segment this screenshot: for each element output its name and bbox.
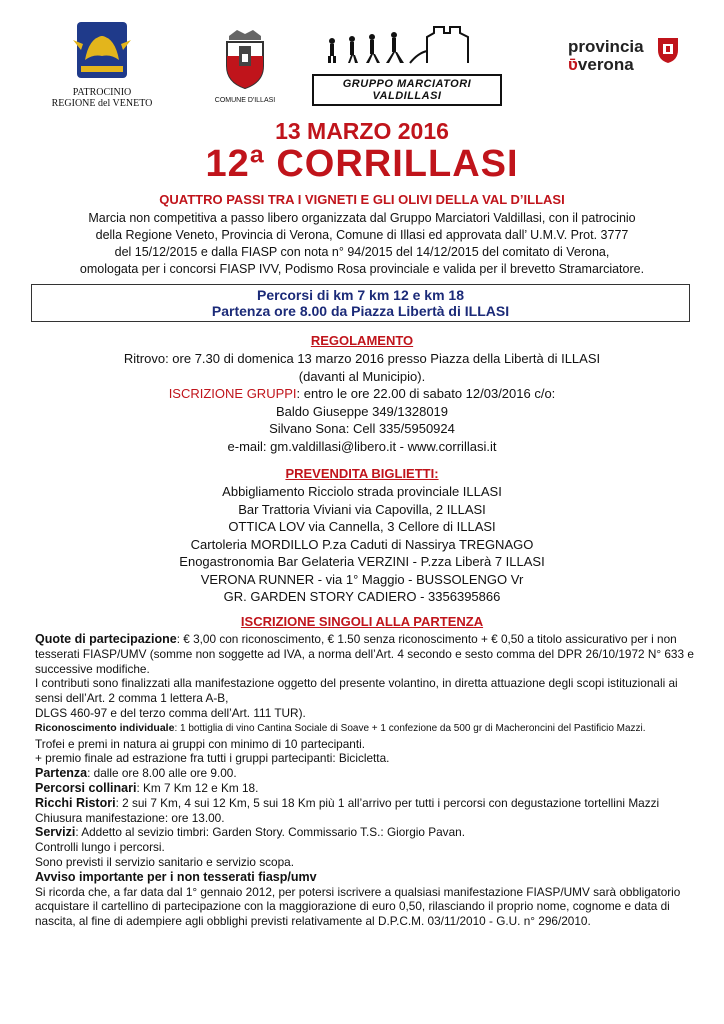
prevendita-item: Abbigliamento Ricciolo strada provinciale ILLASI <box>222 484 502 499</box>
contributi-line: I contributi sono finalizzati alla manifestazione oggetto del presente volantino, in diretta attuazione degli scopi istituzionali ai sensi dell’Art. 2 comma 1 lettera A-B, <box>35 676 678 706</box>
quote-label: Quote di partecipazione <box>35 632 177 646</box>
partenza-line <box>35 766 700 781</box>
prevendita-item: Enogastronomia Bar Gelateria VERZINI - P.zza Liberà 7 ILLASI <box>179 554 545 569</box>
provincia-text: provincia <box>568 37 644 56</box>
avviso-label: Avviso importante per i non tesserati fiasp/umv <box>35 869 317 884</box>
prevendita-heading: PREVENDITA BIGLIETTI: <box>285 466 439 481</box>
prevendita-item: GR. GARDEN STORY CADIERO - 3356395866 <box>223 589 501 604</box>
prevendita-list <box>0 483 724 606</box>
routes-box <box>31 284 690 322</box>
ritrovo-line: Ritrovo: ore 7.30 di domenica 13 marzo 2016 presso Piazza della Libertà di ILLASI <box>123 351 601 366</box>
routes-line: Percorsi di km 7 km 12 e km 18 <box>256 287 464 303</box>
verona-mark-icon: ʋ̄ <box>568 55 578 74</box>
prevendita-item: OTTICA LOV via Cannella, 3 Cellore di ILLASI <box>228 519 496 534</box>
comune-illasi-logo <box>205 26 285 106</box>
intro-line: omologata per i concorsi FIASP IVV, Podismo Rosa provinciale e valida per il brevetto Stramarciatore. <box>79 262 645 276</box>
start-line: Partenza ore 8.00 da Piazza Libertà di ILLASI <box>211 303 510 319</box>
contact-line: Baldo Giuseppe 349/1328019 <box>275 403 449 419</box>
prevendita-item: Bar Trattoria Viviani via Capovilla, 2 ILLASI <box>238 501 486 517</box>
regolamento-heading: REGOLAMENTO <box>310 333 414 348</box>
ristori-text: : 2 sui 7 Km, 4 sui 12 Km, 5 sui 18 Km più 1 all’arrivo per tutti i percorsi con degustazione tortellini Mazzi <box>115 795 660 810</box>
percorsi-line <box>35 781 700 796</box>
intro-paragraph <box>30 210 694 278</box>
previsti-line: Sono previsti il servizio sanitario e servizio scopa. <box>35 854 294 869</box>
gruppi-text: : entro le ore 22.00 di sabato 12/03/2016 c/o: <box>296 386 556 401</box>
contact-line: Silvano Sona: Cell 335/5950924 <box>269 421 455 436</box>
quote-paragraph <box>35 632 700 676</box>
event-title: 12ª CORRILLASI <box>205 143 519 185</box>
event-date: 13 MARZO 2016 <box>275 118 449 144</box>
partenza-text: : dalle ore 8.00 alle ore 9.00. <box>87 766 237 781</box>
ristori-line <box>35 796 700 811</box>
walkers-castle-icon <box>322 23 492 67</box>
regolamento-body <box>0 350 724 455</box>
servizi-line <box>35 825 700 840</box>
regione-veneto-logo <box>42 20 162 109</box>
municipio-line: (davanti al Municipio). <box>298 368 426 384</box>
intro-line: Marcia non competitiva a passo libero organizzata dal Gruppo Marciatori Valdillasi, con il patrocinio <box>88 211 636 225</box>
gruppo-marciatori-logo <box>312 23 502 106</box>
avviso-heading <box>35 870 700 885</box>
event-subtitle: QUATTRO PASSI TRA I VIGNETI E GLI OLIVI DELLA VAL D’ILLASI <box>159 192 565 207</box>
illasi-caption: COMUNE D'ILLASI <box>214 97 276 104</box>
gmv-caption: GRUPPO MARCIATORI VALDILLASI <box>312 74 502 106</box>
verona-crest-icon <box>656 36 680 64</box>
prevendita-item: VERONA RUNNER - via 1° Maggio - BUSSOLENGO Vr <box>200 571 524 587</box>
intro-line: del 15/12/2015 e dalla FIASP con nota n° 94/2015 del 14/12/2015 del comitato di Verona, <box>114 245 610 259</box>
gruppi-label: ISCRIZIONE GRUPPI <box>168 386 297 401</box>
servizi-text: : Addetto al sevizio timbri: Garden Story. Commissario T.S.: Giorgio Pavan. <box>75 825 465 840</box>
veneto-caption-2: REGIONE del VENETO <box>51 98 153 109</box>
controlli-line: Controlli lungo i percorsi. <box>35 840 165 855</box>
illasi-crest-icon <box>221 26 269 90</box>
dlgs-line: DLGS 460-97 e del terzo comma dell’Art. 111 TUR). <box>35 705 306 720</box>
prevendita-item: Cartoleria MORDILLO P.za Caduti di Nassirya TREGNAGO <box>190 536 534 552</box>
riconoscimento-text: : 1 bottiglia di vino Cantina Sociale di Soave + 1 confezione da 500 gr di Macheroncini del Pastificio Mazzi. <box>174 722 646 734</box>
partenza-label: Partenza <box>35 766 88 781</box>
iscrizione-heading: ISCRIZIONE SINGOLI ALLA PARTENZA <box>240 614 484 629</box>
percorsi-label: Percorsi collinari <box>35 780 137 795</box>
logo-row <box>0 18 724 118</box>
quote-text: : € 3,00 con riconoscimento, € 1.50 senza riconoscimento + € 0,50 a titolo assicurativo per i non tesserati FIASP/UMV (somme non soggette ad IVA, a norma dell’Art. 4 secondo e sesto comma del DPR 26/10/1972 N° 633 e successive modifiche. <box>35 632 694 676</box>
verona-text: verona <box>577 55 634 74</box>
iscrizione-body <box>35 632 700 929</box>
email-line: e-mail: gm.valdillasi@libero.it - www.corrillasi.it <box>227 438 497 454</box>
riconoscimento-paragraph <box>35 721 700 737</box>
premio-line: + premio finale ad estrazione fra tutti i gruppi partecipanti: Bicicletta. <box>35 751 390 766</box>
riconoscimento-label: Riconoscimento individuale <box>35 721 175 734</box>
chiusura-line: Chiusura manifestazione: ore 13.00. <box>35 810 225 825</box>
percorsi-text: : Km 7 Km 12 e Km 18. <box>136 780 259 795</box>
servizi-label: Servizi <box>35 825 76 840</box>
lion-of-st-mark-icon <box>67 20 137 82</box>
veneto-caption-1: PATROCINIO <box>72 87 132 98</box>
avviso-text: Si ricorda che, a far data dal 1° gennaio 2012, per potersi iscrivere a qualsiasi manifestazione FIASP/UMV sarà obbligatorio acquistare il cartellino di partecipazione con la maggiorazione di euro 0,50, rilasciando il proprio nome, cognome e data di nascita, al fine di adempiere agli obblighi previsti relativamente al D.P.C.M. 03/11/2010 - G.U. n° 296/2010. <box>35 884 681 929</box>
intro-line: della Regione Veneto, Provincia di Verona, Comune di Illasi ed approvata dall’ U.M.V. Prot. 3777 <box>95 228 629 242</box>
trofei-line: Trofei e premi in natura ai gruppi con minimo di 10 partecipanti. <box>35 736 366 751</box>
ristori-label: Ricchi Ristori <box>35 795 116 810</box>
gruppi-line <box>0 385 724 403</box>
provincia-verona-logo <box>568 38 688 74</box>
